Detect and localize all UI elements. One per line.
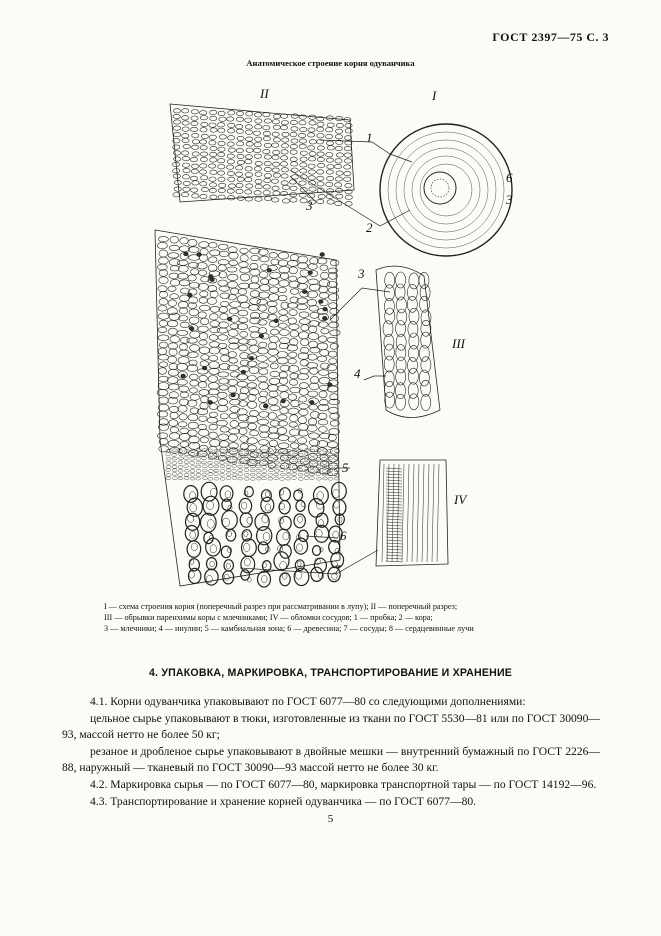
label-1-cork: 1	[366, 130, 373, 145]
label-6-scheme: 6	[506, 170, 513, 185]
label-roman-i: I	[432, 88, 437, 103]
cross-section-scheme	[380, 124, 512, 256]
page-number: 5	[327, 813, 334, 825]
caption-line: 3 — млечники; 4 — инулин; 5 — камбиальная зона; 6 — древесина; 7 — сосуды; 8 — сердцевинные лучи	[104, 624, 474, 633]
label-roman-iii: III	[452, 336, 465, 351]
paragraph-4-3: 4.3. Транспортирование и хранение корней одуванчика — по ГОСТ 6077—80.	[90, 794, 477, 808]
root-anatomy-illustration	[140, 80, 560, 600]
label-roman-ii: II	[260, 86, 269, 101]
paragraph-4-2: 4.2. Маркировка сырья — по ГОСТ 6077—80, маркировка транспортной тары — по ГОСТ 14192—96.	[90, 777, 597, 791]
figure-title: Анатомическое строение корня одуванчика	[246, 58, 415, 68]
label-roman-iv: IV	[454, 492, 467, 507]
label-4-inulin: 4	[354, 366, 361, 381]
caption-line: III — обрывки паренхимы коры с млечниками; IV — обломки сосудов; 1 — пробка; 2 — кора;	[104, 613, 433, 622]
paragraph-cut-raw: резаное и дробленое сырье упаковывают в двойные мешки — внутренний бумажный по ГОСТ 2226—88, наружный — тканевый по ГОСТ 30090—93 массой нетто не более 30 кг.	[62, 744, 600, 775]
label-3-strip: 3	[306, 198, 313, 213]
label-7-vessels: 7	[334, 562, 341, 577]
section-heading: 4. УПАКОВКА, МАРКИРОВКА, ТРАНСПОРТИРОВАНИЕ И ХРАНЕНИЕ	[148, 667, 513, 679]
document-reference: ГОСТ 2397—75 С. 3	[492, 30, 609, 44]
label-3-laticifers: 3	[358, 266, 365, 281]
paragraph-whole-raw: цельное сырье упаковывают в тюки, изготовленные из ткани по ГОСТ 5530—81 или по ГОСТ 30090—93, массой нетто не более 50 кг;	[62, 711, 600, 742]
paragraph-4-1: 4.1. Корни одуванчика упаковывают по ГОСТ 6077—80 со следующими дополнениями:	[90, 695, 526, 708]
anatomy-drawing	[140, 80, 560, 600]
label-3-scheme: 3	[506, 192, 513, 207]
figure-caption	[104, 601, 556, 634]
caption-line: I — схема строения корня (поперечный разрез при рассматривании в лупу); II — поперечный разрез;	[104, 602, 458, 611]
section-body	[62, 694, 600, 810]
label-5-cambium: 5	[342, 460, 349, 475]
label-2-cortex: 2	[366, 220, 373, 235]
label-6-xylem: 6	[340, 528, 347, 543]
